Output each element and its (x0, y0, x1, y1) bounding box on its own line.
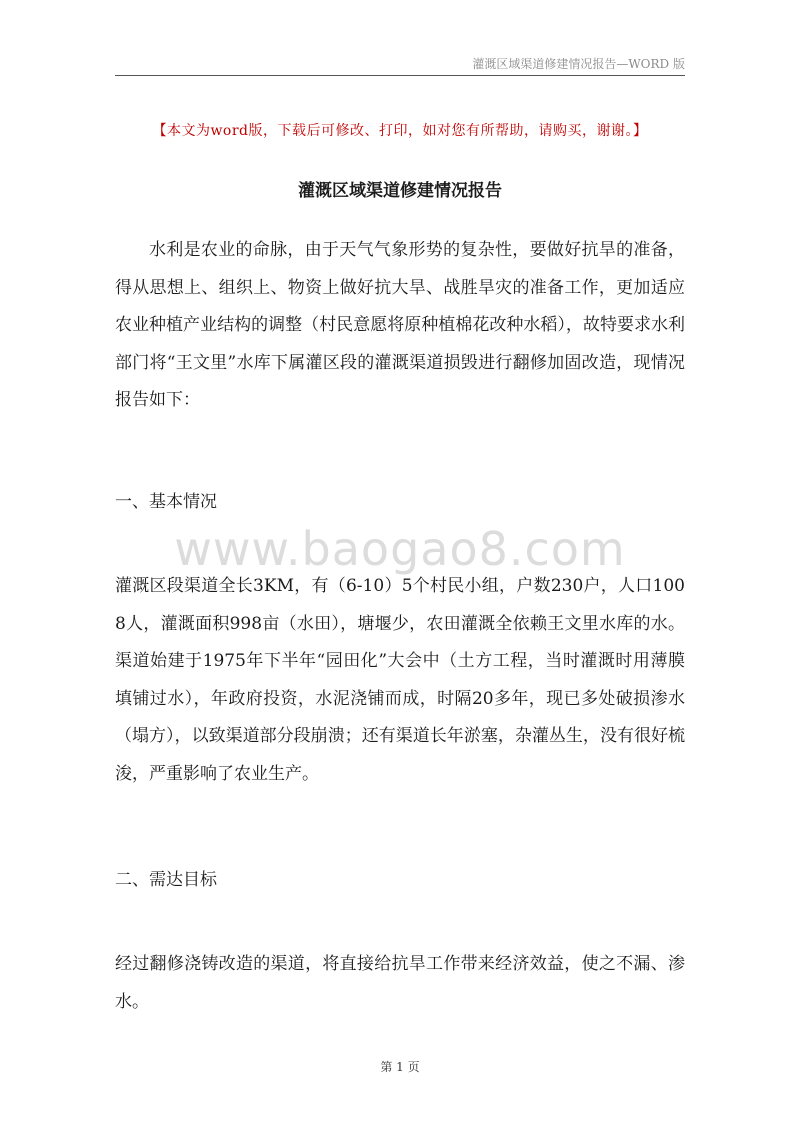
document-title: 灌溉区域渠道修建情况报告 (298, 181, 502, 201)
section-heading-basic-info: 一、基本情况 (115, 492, 217, 512)
header-divider (115, 75, 685, 76)
purchase-notice: 【本文为word版，下载后可修改、打印，如对您有所帮助，请购买，谢谢。】 (152, 123, 648, 139)
watermark: www.baogao8.com (174, 522, 626, 576)
intro-paragraph: 水利是农业的命脉，由于天气气象形势的复杂性，要做好抗旱的准备，得从思想上、组织上、物资上做好抗大旱、战胜旱灾的准备工作，更加适应农业种植产业结构的调整（村民意愿将原种植棉花改种水稻），故特要求水利部门将“王文里”水库下属灌区段的灌溉渠道损毁进行翻修加固改造，现情况报告如下： (115, 240, 685, 410)
section-heading-goals: 二、需达目标 (115, 870, 217, 890)
running-header: 灌溉区域渠道修建情况报告—WORD 版 (472, 57, 685, 71)
page-number: 第 1 页 (380, 1060, 420, 1074)
basic-info-paragraph: 灌溉区段渠道全长3KM，有（6-10）5个村民小组，户数230户，人口1008人，灌溉面积998亩（水田），塘堰少，农田灌溉全依赖王文里水库的水。渠道始建于1975年下半年“园田化”大会中（土方工程，当时灌溉时用薄膜填铺过水），年政府投资，水泥浇铺而成，时隔20多年，现已多处破损渗水（塌方），以致渠道部分段崩溃；还有渠道长年淤塞，杂灌丛生，没有很好梳浚，严重影响了农业生产。 (115, 576, 685, 784)
goals-paragraph: 经过翻修浇铸改造的渠道，将直接给抗旱工作带来经济效益，使之不漏、渗水。 (115, 954, 685, 1012)
